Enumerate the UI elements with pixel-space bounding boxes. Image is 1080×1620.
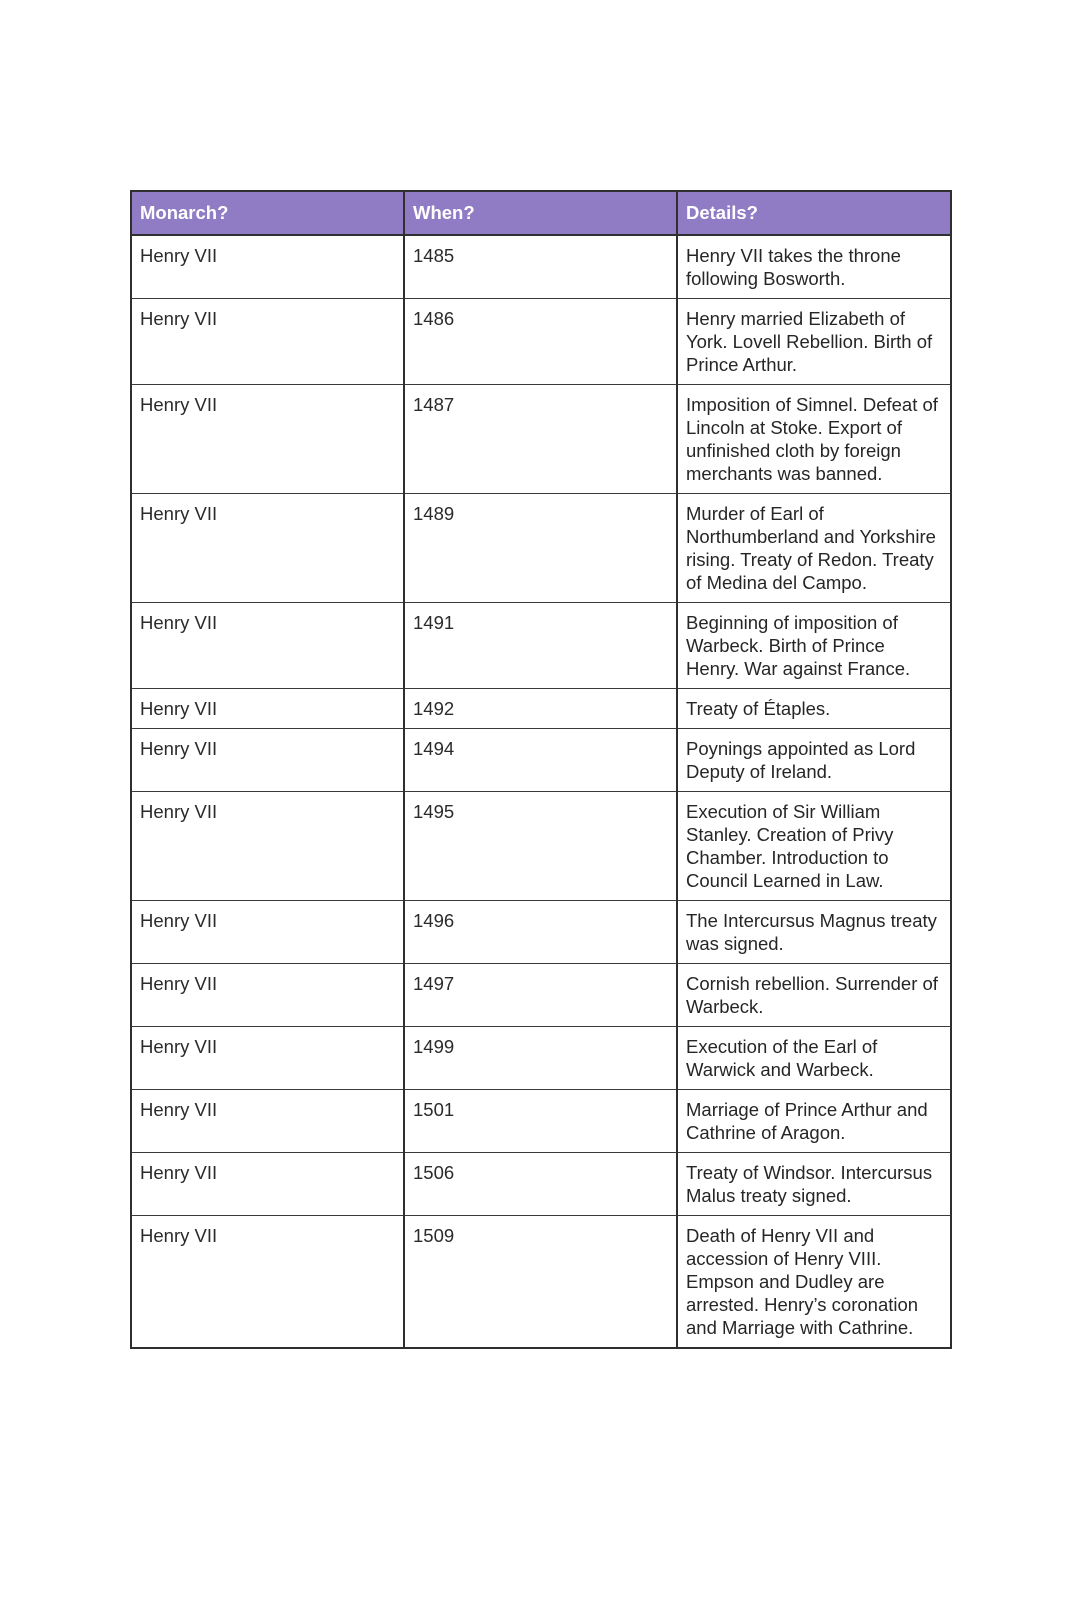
header-row [131,191,951,235]
table-row [131,901,951,964]
cell-when: 1501 [404,1090,677,1153]
cell-monarch: Henry VII [131,1153,404,1216]
cell-monarch: Henry VII [131,299,404,385]
cell-monarch: Henry VII [131,1090,404,1153]
cell-when: 1495 [404,792,677,901]
cell-monarch: Henry VII [131,901,404,964]
cell-monarch: Henry VII [131,964,404,1027]
cell-monarch: Henry VII [131,603,404,689]
cell-when: 1486 [404,299,677,385]
table-row [131,603,951,689]
cell-when: 1491 [404,603,677,689]
cell-details: Execution of the Earl of Warwick and Warbeck. [677,1027,951,1090]
cell-details: Cornish rebellion. Surrender of Warbeck. [677,964,951,1027]
cell-details: Beginning of imposition of Warbeck. Birth of Prince Henry. War against France. [677,603,951,689]
cell-details: Execution of Sir William Stanley. Creation of Privy Chamber. Introduction to Council Learned in Law. [677,792,951,901]
cell-when: 1494 [404,729,677,792]
table-row [131,1153,951,1216]
cell-when: 1496 [404,901,677,964]
cell-monarch: Henry VII [131,1216,404,1349]
table-body [131,235,951,1348]
table-row [131,792,951,901]
cell-when: 1489 [404,494,677,603]
document-page [130,190,950,1349]
table-row [131,729,951,792]
cell-details: Treaty of Windsor. Intercursus Malus treaty signed. [677,1153,951,1216]
table-row [131,494,951,603]
cell-monarch: Henry VII [131,1027,404,1090]
table-row [131,299,951,385]
cell-details: Imposition of Simnel. Defeat of Lincoln at Stoke. Export of unfinished cloth by foreign merchants was banned. [677,385,951,494]
cell-details: Poynings appointed as Lord Deputy of Ireland. [677,729,951,792]
cell-when: 1497 [404,964,677,1027]
cell-details: Death of Henry VII and accession of Henry VIII. Empson and Dudley are arrested. Henry’s coronation and Marriage with Cathrine. [677,1216,951,1349]
header-monarch: Monarch? [131,191,404,235]
cell-monarch: Henry VII [131,494,404,603]
cell-when: 1485 [404,235,677,299]
cell-monarch: Henry VII [131,235,404,299]
cell-details: Marriage of Prince Arthur and Cathrine of Aragon. [677,1090,951,1153]
cell-when: 1509 [404,1216,677,1349]
header-when: When? [404,191,677,235]
cell-monarch: Henry VII [131,729,404,792]
table-row [131,1216,951,1349]
table-row [131,1027,951,1090]
cell-details: The Intercursus Magnus treaty was signed. [677,901,951,964]
table-header [131,191,951,235]
table-row [131,1090,951,1153]
cell-when: 1492 [404,689,677,729]
timeline-table [130,190,952,1349]
header-details: Details? [677,191,951,235]
cell-details: Murder of Earl of Northumberland and Yorkshire rising. Treaty of Redon. Treaty of Medina del Campo. [677,494,951,603]
cell-when: 1487 [404,385,677,494]
cell-details: Henry VII takes the throne following Bosworth. [677,235,951,299]
cell-when: 1499 [404,1027,677,1090]
cell-monarch: Henry VII [131,792,404,901]
cell-details: Henry married Elizabeth of York. Lovell Rebellion. Birth of Prince Arthur. [677,299,951,385]
table-row [131,689,951,729]
cell-monarch: Henry VII [131,689,404,729]
cell-details: Treaty of Étaples. [677,689,951,729]
cell-monarch: Henry VII [131,385,404,494]
cell-when: 1506 [404,1153,677,1216]
table-row [131,235,951,299]
table-row [131,964,951,1027]
table-row [131,385,951,494]
